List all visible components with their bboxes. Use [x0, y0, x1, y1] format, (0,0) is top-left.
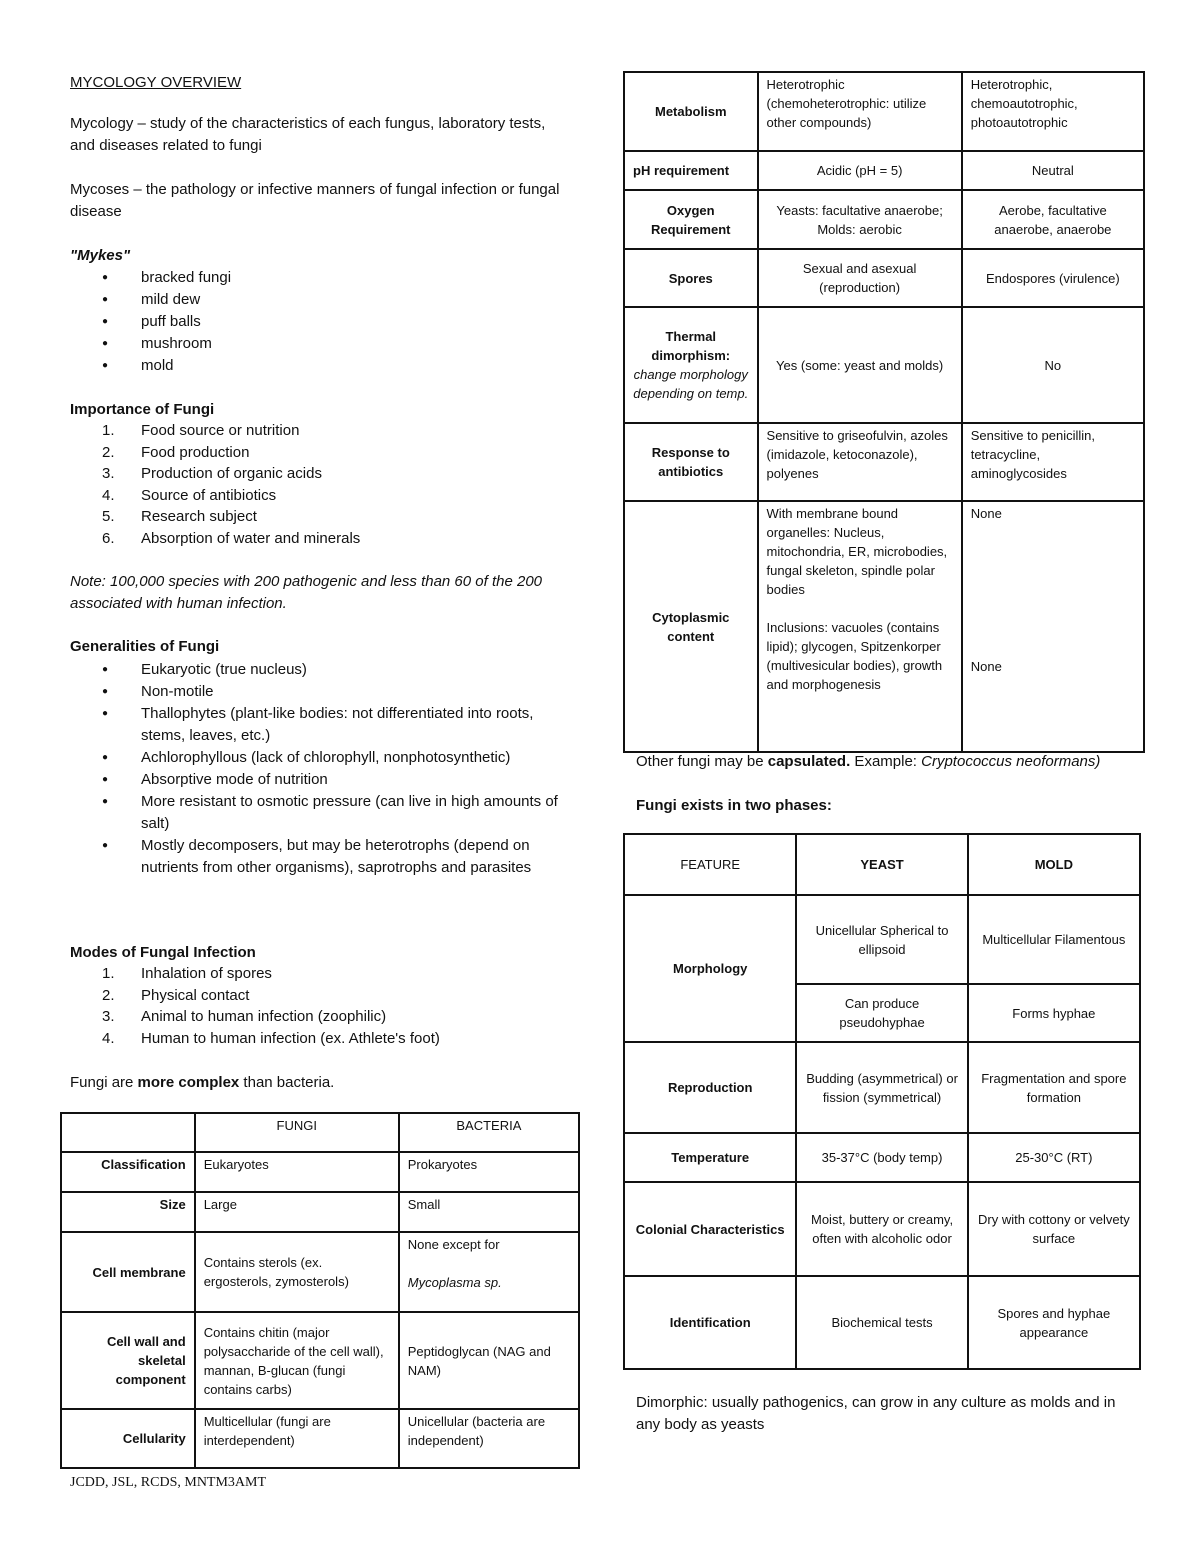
table-header: YEAST	[796, 834, 967, 895]
table-header: BACTERIA	[399, 1113, 579, 1152]
list-item: 2. Physical contact	[102, 986, 250, 1004]
modes-list	[70, 963, 570, 1049]
fungi-bacteria-properties-table	[623, 71, 1145, 753]
table-cell: Prokaryotes	[399, 1152, 579, 1192]
table-cell: Neutral	[962, 151, 1144, 190]
generalities-list	[70, 659, 570, 879]
mykes-list	[70, 267, 570, 377]
yeast-mold-table	[623, 833, 1141, 1370]
table-cell: Cytoplasmic content	[624, 501, 758, 752]
author-footer: JCDD, JSL, RCDS, MNTM3AMT	[70, 1475, 267, 1490]
modes-heading: Modes of Fungal Infection	[70, 944, 256, 961]
list-item: ● mold	[70, 355, 570, 377]
table-cell: Large	[195, 1192, 399, 1232]
table-cell: Endospores (virulence)	[962, 249, 1144, 307]
table-cell: Moist, buttery or creamy, often with alcoholic odor	[796, 1182, 967, 1276]
table-cell: Can produce pseudohyphae	[796, 984, 967, 1042]
table-cell: Response to antibiotics	[624, 423, 758, 501]
list-item: 6. Absorption of water and minerals	[102, 529, 361, 547]
table-cell: Peptidoglycan (NAG and NAM)	[399, 1312, 579, 1409]
table-cell: Spores	[624, 249, 758, 307]
list-item: ● Achlorophyllous (lack of chlorophyll, nonphotosynthetic)	[70, 747, 570, 769]
table-cell: Sexual and asexual (reproduction)	[758, 249, 962, 307]
table-cell: Size	[61, 1192, 195, 1232]
list-item: 4. Source of antibiotics	[102, 486, 277, 504]
table-cell: Sensitive to penicillin, tetracycline, aminoglycosides	[962, 423, 1144, 501]
table-cell: Multicellular (fungi are interdependent)	[195, 1409, 399, 1468]
table-cell: Dry with cottony or velvety surface	[968, 1182, 1140, 1276]
table-header: FEATURE	[624, 834, 796, 895]
table-cell: Forms hyphae	[968, 984, 1140, 1042]
list-item: 3. Production of organic acids	[102, 465, 322, 483]
complexity-statement: Fungi are more complex than bacteria.	[70, 1074, 335, 1091]
table-header	[61, 1113, 195, 1152]
table-cell: Acidic (pH = 5)	[758, 151, 962, 190]
page-title: MYCOLOGY OVERVIEW	[70, 74, 242, 91]
list-item: ● Mostly decomposers, but may be heterotrophs (depend on nutrients from other organisms), saprotrophs and parasites	[70, 835, 570, 879]
fungi-bacteria-table	[60, 1112, 580, 1469]
table-cell: Oxygen Requirement	[624, 190, 758, 249]
table-cell: Fragmentation and spore formation	[968, 1042, 1140, 1133]
table-cell: Temperature	[624, 1133, 796, 1182]
table-cell: Budding (asymmetrical) or fission (symmetrical)	[796, 1042, 967, 1133]
generalities-heading: Generalities of Fungi	[70, 638, 220, 655]
list-item: ● bracked fungi	[70, 267, 570, 289]
table-cell: Colonial Characteristics	[624, 1182, 796, 1276]
list-item: ● More resistant to osmotic pressure (can live in high amounts of salt)	[70, 791, 570, 835]
table-cell: 35-37°C (body temp)	[796, 1133, 967, 1182]
list-item: ● Non-motile	[70, 681, 570, 703]
table-cell: Cell membrane	[61, 1232, 195, 1312]
table-cell: Yes (some: yeast and molds)	[758, 307, 962, 423]
list-item: 4. Human to human infection (ex. Athlete's foot)	[102, 1029, 440, 1047]
list-item: ● mushroom	[70, 333, 570, 355]
mycology-definition: Mycology – study of the characteristics of each fungus, laboratory tests, and diseases related to fungi	[70, 115, 546, 154]
table-cell: Unicellular (bacteria are independent)	[399, 1409, 579, 1468]
table-cell: Unicellular Spherical to ellipsoid	[796, 895, 967, 984]
table-cell: Reproduction	[624, 1042, 796, 1133]
table-cell: Classification	[61, 1152, 195, 1192]
list-item: ● Eukaryotic (true nucleus)	[70, 659, 570, 681]
dimorphic-note: Dimorphic: usually pathogenics, can grow in any culture as molds and in any body as yeasts	[636, 1394, 1116, 1433]
species-note: Note: 100,000 species with 200 pathogenic and less than 60 of the 200 associated with human infection.	[70, 573, 543, 612]
list-item: 1. Inhalation of spores	[102, 965, 272, 982]
importance-heading: Importance of Fungi	[70, 401, 215, 418]
table-header: FUNGI	[195, 1113, 399, 1152]
mykes-heading: "Mykes"	[70, 247, 131, 264]
list-item: ● Thallophytes (plant-like bodies: not differentiated into roots, stems, leaves, etc.)	[70, 703, 570, 747]
table-cell: Thermal dimorphism: change morphology depending on temp.	[624, 307, 758, 423]
table-cell: Sensitive to griseofulvin, azoles (imidazole, ketoconazole), polyenes	[758, 423, 962, 501]
table-cell: Aerobe, facultative anaerobe, anaerobe	[962, 190, 1144, 249]
table-cell: Cell wall and skeletal component	[61, 1312, 195, 1409]
table-cell: pH requirement	[624, 151, 758, 190]
table-cell: 25-30°C (RT)	[968, 1133, 1140, 1182]
table-cell: Multicellular Filamentous	[968, 895, 1140, 984]
table-cell: None except for Mycoplasma sp.	[399, 1232, 579, 1312]
table-cell: None None	[962, 501, 1144, 752]
phases-heading: Fungi exists in two phases:	[636, 797, 832, 814]
table-cell: Small	[399, 1192, 579, 1232]
table-cell: Eukaryotes	[195, 1152, 399, 1192]
capsulated-note: Other fungi may be capsulated. Example: Cryptococcus neoformans)	[636, 753, 1101, 770]
list-item: 3. Animal to human infection (zoophilic)	[102, 1008, 387, 1026]
table-header: MOLD	[968, 834, 1140, 895]
list-item: 2. Food production	[102, 443, 250, 461]
table-cell: Contains sterols (ex. ergosterols, zymosterols)	[195, 1232, 399, 1312]
table-cell: Spores and hyphae appearance	[968, 1276, 1140, 1369]
list-item: ● puff balls	[70, 311, 570, 333]
list-item: 5. Research subject	[102, 508, 257, 526]
importance-list	[70, 420, 570, 550]
table-cell: Heterotrophic (chemoheterotrophic: utilize other compounds)	[758, 72, 962, 151]
table-cell: Heterotrophic, chemoautotrophic, photoautotrophic	[962, 72, 1144, 151]
table-cell: Morphology	[624, 895, 796, 1042]
table-cell: Yeasts: facultative anaerobe; Molds: aerobic	[758, 190, 962, 249]
table-cell: With membrane bound organelles: Nucleus, mitochondria, ER, microbodies, fungal skeleton, spindle polar bodies Inclusions: vacuoles (contains lipid); glycogen, Spitzenkorper (multivesicular bodies), growth and morphogenesis	[758, 501, 962, 752]
table-cell: Identification	[624, 1276, 796, 1369]
table-cell: Contains chitin (major polysaccharide of the cell wall), mannan, B-glucan (fungi contains carbs)	[195, 1312, 399, 1409]
table-cell: Metabolism	[624, 72, 758, 151]
table-cell: Cellularity	[61, 1409, 195, 1468]
table-cell: Biochemical tests	[796, 1276, 967, 1369]
mycoses-definition: Mycoses – the pathology or infective manners of fungal infection or fungal disease	[70, 181, 560, 220]
table-cell: No	[962, 307, 1144, 423]
list-item: ● Absorptive mode of nutrition	[70, 769, 570, 791]
list-item: 1. Food source or nutrition	[102, 422, 300, 439]
list-item: ● mild dew	[70, 289, 570, 311]
